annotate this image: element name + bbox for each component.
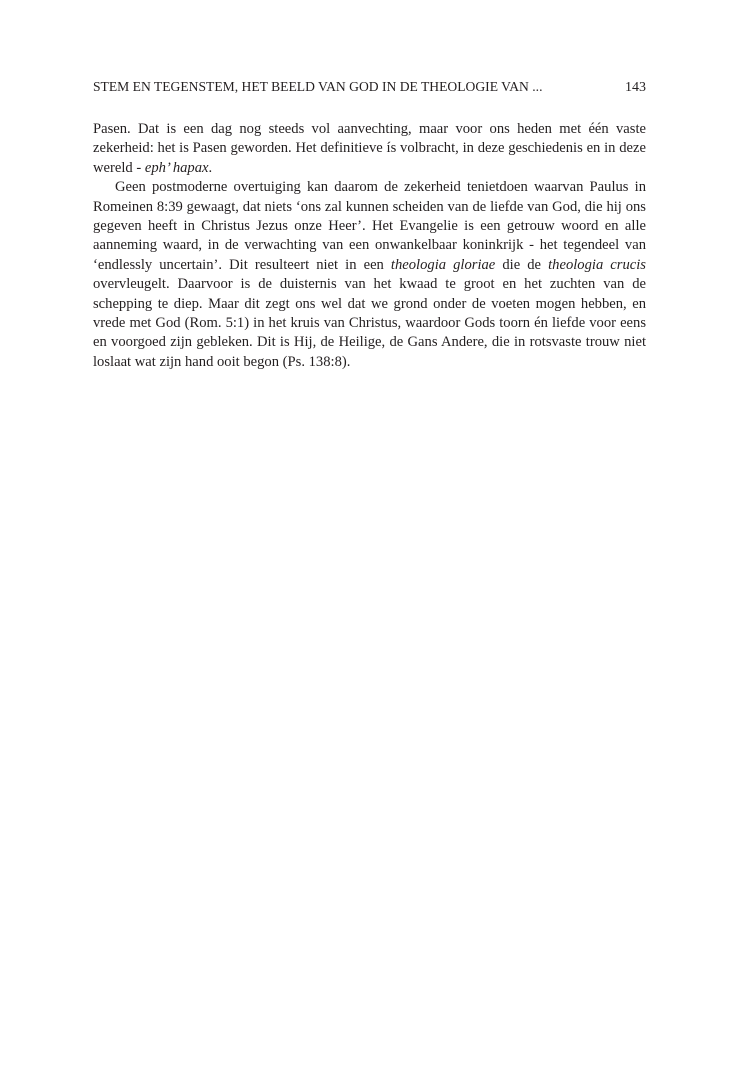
paragraph-text: Pasen. Dat is een dag nog steeds vol aanvechting, maar voor ons heden met één vaste zekerheid: het is Pasen geworden. Het definitieve ís volbracht, in deze geschiedenis en in deze wereld - [93, 121, 646, 176]
italic-term: theologia gloriae [390, 256, 496, 273]
italic-term: eph’ hapax [144, 159, 209, 176]
paragraph-text: . [208, 159, 213, 176]
paragraph [93, 178, 646, 372]
paragraph-text: Geen postmoderne overtuiging kan daarom de zekerheid tenietdoen waarvan Paulus in Romeinen 8:39 gewaagt, dat niets ‘ons zal kunnen scheiden van de liefde van God, die hij ons gegeven heeft in Christus Jezus onze Heer’. Het Evangelie is een getrouw woord en alle aanneming waard, in de verwachting van een onwankelbaar koninkrijk - het tegendeel van ‘endlessly uncertain’. Dit resulteert niet in een [93, 179, 646, 273]
italic-term: theologia crucis [548, 256, 646, 273]
paragraph-text: overvleugelt. Daarvoor is de duisternis van het kwaad te groot en het zuchten van de schepping te diep. Maar dit zegt ons wel dat we grond onder de voeten mogen hebben, en vrede met God (Rom. 5:1) in het kruis van Christus, waardoor Gods toorn én liefde voor eens en voorgoed zijn gebleken. Dit is Hij, de Heilige, de Gans Andere, die in rotsvaste trouw niet loslaat wat zijn hand ooit begon (Ps. 138:8). [93, 276, 646, 370]
page-number: 143 [625, 80, 646, 95]
body-text [93, 120, 646, 372]
running-title: STEM EN TEGENSTEM, HET BEELD VAN GOD IN DE THEOLOGIE VAN ... [93, 79, 543, 94]
paragraph [93, 120, 646, 178]
running-header [93, 78, 646, 97]
paragraph-text: die de [495, 256, 549, 273]
page [93, 78, 646, 372]
